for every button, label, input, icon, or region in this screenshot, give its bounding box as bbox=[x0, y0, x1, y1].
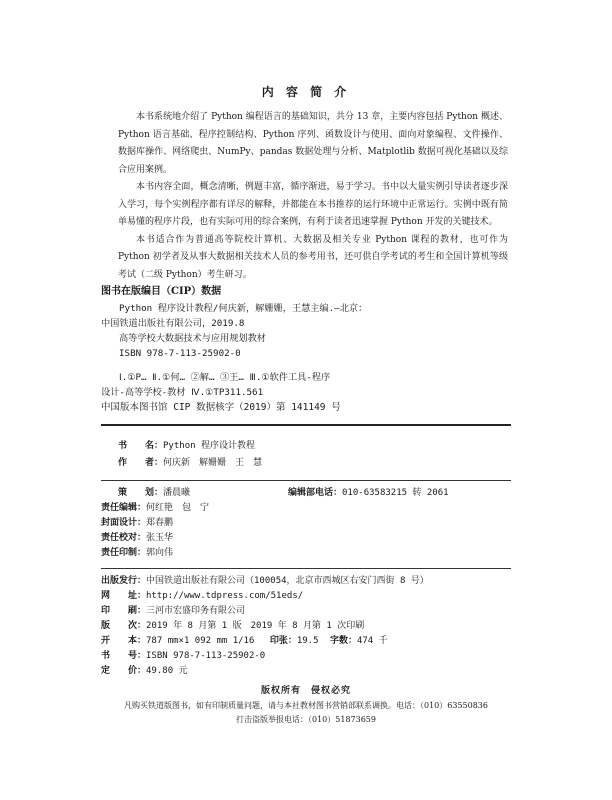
cip-line: 中国铁道出版社有限公司，2019.8 bbox=[101, 318, 245, 329]
cip-line: Ⅰ.①P… Ⅱ.①何… ②解… ③王… Ⅲ.①软件工具-程序 bbox=[119, 372, 331, 383]
intro-paragraph: 本书适合作为普通高等院校计算机、大数据及相关专业 Python 课程的教材，也可作为 Python 初学者及从事大数据相关技术人员的参考用书，还可供自学考试的考生和全国计算机等级考试（二级 Python）考生研习。 bbox=[118, 234, 508, 280]
sheets-label: 印张： bbox=[269, 636, 297, 646]
edition: 2019 年 8 月第 1 版 2019 年 8 月第 1 次印刷 bbox=[146, 621, 365, 631]
cip-record-number: 中国版本图书馆 CIP 数据核字（2019）第 141149 号 bbox=[101, 402, 341, 413]
print-manager-row bbox=[101, 547, 173, 559]
authors: 何庆新 解姗姗 王 慧 bbox=[163, 458, 263, 468]
divider bbox=[101, 568, 511, 569]
price-label: 定 价： bbox=[101, 666, 147, 676]
publisher-label: 出版发行： bbox=[101, 576, 147, 586]
cip-line: 高等学校大数据技术与应用规划教材 bbox=[119, 333, 266, 344]
editorial-phone-row bbox=[288, 487, 449, 499]
copyright-title: 版权所有 侵权必究 bbox=[260, 686, 351, 696]
divider bbox=[101, 480, 511, 481]
planning-row bbox=[118, 487, 190, 499]
cip-line: Python 程序设计教程/何庆新，解姗姗，王慧主编.—北京： bbox=[119, 303, 368, 314]
cip-spacer bbox=[101, 361, 511, 370]
intro-paragraph: 本书内容全面，概念清晰，例题丰富，循序渐进，易于学习。书中以大量实例引导读者逐步深入学习，每个实例程序都有详尽的解释，并都能在本书推荐的运行环境中正常运行。实例中既有简单易懂的程序片段，也有实际可用的综合案例，有利于读者迅速掌握 Python 开发的关键技术。 bbox=[118, 182, 508, 227]
book-title-label: 书 名： bbox=[118, 441, 164, 451]
price-row bbox=[101, 665, 188, 677]
intro-body bbox=[118, 109, 508, 284]
proofreader-row bbox=[101, 532, 173, 544]
words: 474 千 bbox=[356, 636, 388, 646]
divider bbox=[101, 424, 511, 426]
intro-title: 内 容 简 介 bbox=[261, 85, 351, 99]
price: 49.80 元 bbox=[146, 666, 188, 676]
piracy-hotline: 打击盗版举报电话：（010）51873659 bbox=[236, 715, 376, 724]
printer-label: 印 刷： bbox=[101, 606, 147, 616]
cip-block bbox=[101, 301, 511, 400]
edition-row bbox=[101, 620, 364, 632]
planning: 潘晨曦 bbox=[163, 488, 191, 498]
format: 787 mm×1 092 mm 1/16 bbox=[146, 636, 255, 646]
editor-row bbox=[101, 502, 209, 514]
cover-design-row bbox=[101, 517, 173, 529]
editorial-phone: 010-63583215 转 2061 bbox=[342, 488, 449, 498]
words-label: 字数： bbox=[329, 636, 357, 646]
format-row bbox=[101, 635, 388, 647]
website-label: 网 址： bbox=[101, 591, 147, 601]
print-manager-label: 责任印制： bbox=[101, 548, 147, 558]
copyright-notice: 凡购买铁道版图书，如有印制质量问题，请与本社教材图书营销部联系调换。电话：（010）63550836 bbox=[124, 701, 488, 710]
editor: 何红艳 包 宁 bbox=[146, 503, 210, 513]
editorial-phone-label: 编辑部电话： bbox=[288, 488, 343, 498]
editor-label: 责任编辑： bbox=[101, 503, 147, 513]
book-title: Python 程序设计教程 bbox=[163, 441, 255, 451]
isbn-row bbox=[101, 650, 265, 662]
isbn: ISBN 978-7-113-25902-0 bbox=[146, 651, 266, 661]
publisher-row bbox=[101, 575, 429, 587]
intro-paragraph: 本书系统地介绍了 Python 编程语言的基础知识，共分 13 章，主要内容包括 Python 概述、Python 语言基础、程序控制结构、Python 序列、函数设计与使用、面向对象编程、文件操作、数据库操作、网络爬虫、NumPy、pandas 数据处理与分析、Matplotlib 数据可视化基础以及综合应用案例。 bbox=[118, 112, 508, 175]
print-manager: 郭向伟 bbox=[146, 548, 174, 558]
sheets: 19.5 bbox=[296, 636, 319, 646]
printer-row bbox=[101, 605, 245, 617]
authors-label: 作 者： bbox=[118, 458, 164, 468]
authors-row bbox=[118, 457, 262, 469]
cip-line: ISBN 978-7-113-25902-0 bbox=[119, 348, 241, 359]
cover-design: 郑春鹏 bbox=[146, 518, 174, 528]
website-link[interactable]: http://www.tdpress.com/51eds/ bbox=[146, 591, 304, 601]
cip-heading: 图书在版编目（CIP）数据 bbox=[101, 286, 222, 297]
proofreader-label: 责任校对： bbox=[101, 533, 147, 543]
cover-design-label: 封面设计： bbox=[101, 518, 147, 528]
isbn-label: 书 号： bbox=[101, 651, 147, 661]
format-label: 开 本： bbox=[101, 636, 147, 646]
cip-line: 设计-高等学校-教材 Ⅳ.①TP311.561 bbox=[101, 387, 264, 398]
proofreader: 张玉华 bbox=[146, 533, 174, 543]
publisher: 中国铁道出版社有限公司（100054，北京市西城区右安门西街 8 号） bbox=[146, 576, 429, 586]
printer: 三河市宏盛印务有限公司 bbox=[146, 606, 246, 616]
edition-label: 版 次： bbox=[101, 621, 147, 631]
planning-label: 策 划： bbox=[118, 488, 164, 498]
website-row bbox=[101, 590, 303, 602]
book-title-row bbox=[118, 440, 255, 452]
